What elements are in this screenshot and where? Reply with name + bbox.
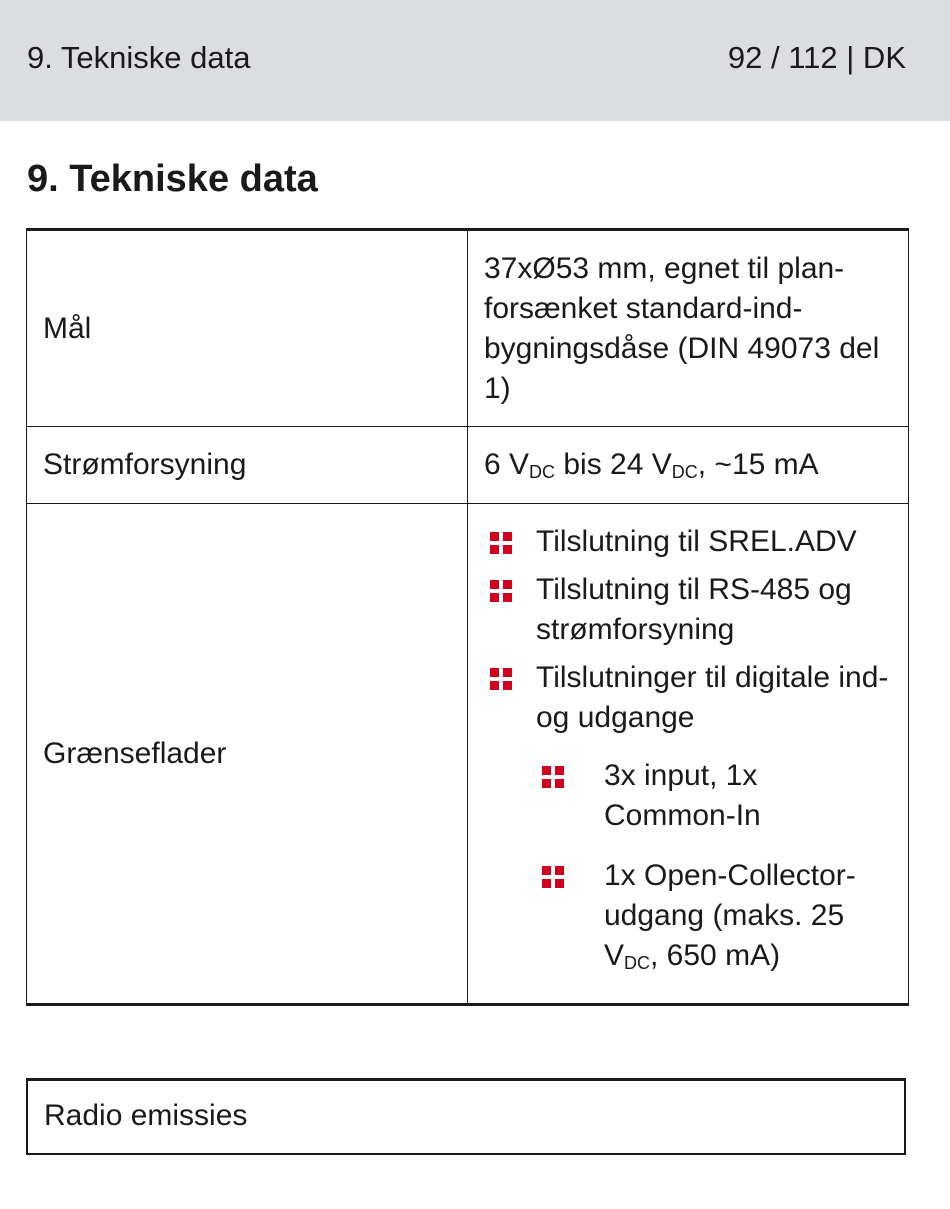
red-square-grid-icon <box>490 668 512 690</box>
row-label-interfaces: Grænseflader <box>27 504 468 1005</box>
table-row <box>27 230 909 427</box>
io-sublist <box>536 756 892 976</box>
table-row <box>27 427 909 504</box>
row-value-interfaces <box>468 504 909 1005</box>
row-label-dimensions: Mål <box>27 230 468 427</box>
table-row <box>27 504 909 1005</box>
red-square-grid-icon <box>542 866 564 888</box>
list-item: Tilslutning til RS-485 og strømforsyning <box>484 570 892 650</box>
header-section-title: 9. Tekniske data <box>27 40 251 75</box>
radio-emissions-label: Radio emissies <box>44 1099 248 1132</box>
list-item: 1x Open-Collector-udgang (maks. 25 $V_{DC}$, 650 mA) <box>536 856 892 976</box>
page-title: 9. Tekniske data <box>27 158 318 200</box>
radio-emissions-box <box>26 1078 906 1155</box>
red-square-grid-icon <box>490 580 512 602</box>
row-value-dimensions: 37xØ53 mm, egnet til plan-forsænket standard-ind-bygningsdåse (DIN 49073 del 1) <box>468 230 909 427</box>
row-label-power-supply: Strømforsyning <box>27 427 468 504</box>
red-square-grid-icon <box>542 766 564 788</box>
interfaces-list <box>484 522 892 976</box>
red-square-grid-icon <box>490 532 512 554</box>
page-header <box>0 0 950 121</box>
row-value-power-supply: 6 $V_{DC}$ bis 24 $V_{DC}$, ~15 mA <box>468 427 909 504</box>
list-item: Tilslutning til SREL.ADV <box>484 522 892 562</box>
technical-data-table <box>26 228 909 1006</box>
list-item: Tilslutninger til digitale ind- og udgange 3x input, 1x Common-In 1x Open-Collector-udgang (maks. 25 $V_{DC}$, 650 mA) <box>484 658 892 976</box>
header-page-info: 92 / 112 | DK <box>727 40 906 75</box>
list-item: 3x input, 1x Common-In <box>536 756 892 836</box>
